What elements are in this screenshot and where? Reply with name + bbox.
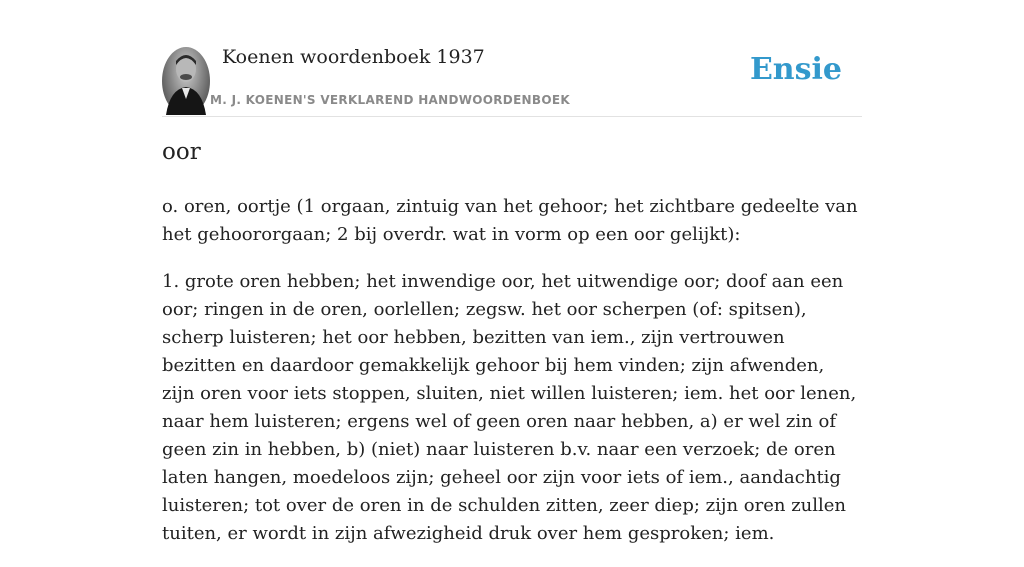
definition-paragraph: 1. grote oren hebben; het inwendige oor, het uitwendige oor; doof aan een oor; ringen in de oren, oorlellen; zegsw. het oor scherpen (of: spitsen), scherp luisteren; het oor hebben, bezitten van iem., zijn vertrouwen bezitten en daardoor gemakkelijk gehoor bij hem vinden; zijn afwenden, zijn oren voor iets stoppen, sluiten, niet willen luisteren; iem. het oor lenen, naar hem luisteren; ergens wel of geen oren naar hebben, a) er wel zin of geen zin in hebben, b) (niet) naar luisteren b.v. naar een verzoek; de oren laten hangen, moedeloos zijn; geheel oor zijn voor iets of iem., aandachtig luisteren; tot over de oren in de schulden zitten, zeer diep; zijn oren zullen tuiten, er wordt in zijn afwezigheid druk over hem gesproken; iem. bbox=[162, 271, 857, 544]
ensie-logo[interactable]: Ensie bbox=[749, 52, 842, 87]
entry-headword: oor bbox=[162, 139, 201, 165]
author-portrait bbox=[162, 47, 210, 115]
dictionary-title[interactable]: Koenen woordenboek 1937 bbox=[222, 46, 485, 68]
dictionary-subtitle: M. J. KOENEN'S VERKLAREND HANDWOORDENBOEK bbox=[210, 93, 570, 107]
entry-definition bbox=[162, 193, 862, 567]
dictionary-header bbox=[162, 46, 862, 117]
definition-paragraph: o. oren, oortje (1 orgaan, zintuig van het gehoor; het zichtbare gedeelte van het gehoororgaan; 2 bij overdr. wat in vorm op een oor gelijkt): bbox=[162, 196, 858, 245]
